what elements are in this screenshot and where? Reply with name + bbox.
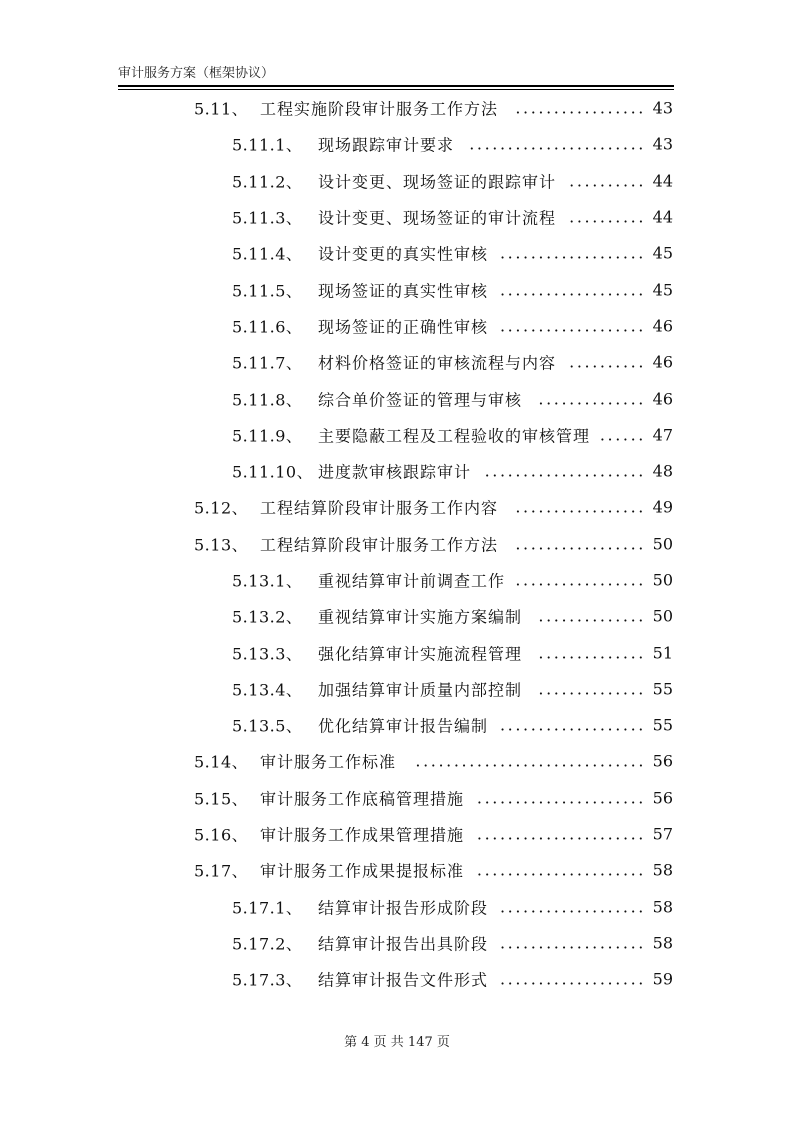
toc-entry-page: 45 — [652, 243, 673, 263]
toc-entry-number: 5.11.1、 — [232, 135, 303, 155]
toc-entry[interactable] — [0, 889, 794, 925]
toc-entry-page: 48 — [652, 461, 673, 481]
toc-entry-title: 重视结算审计实施方案编制 — [318, 607, 523, 627]
toc-entry-page: 45 — [652, 280, 673, 300]
toc-entry-title: 工程结算阶段审计服务工作内容 — [260, 498, 499, 518]
toc-entry-number: 5.13.2、 — [232, 607, 303, 627]
toc-entry-page: 46 — [652, 352, 673, 372]
toc-entry-page: 46 — [652, 316, 673, 336]
toc-entry-title: 设计变更、现场签证的审计流程 — [318, 208, 557, 228]
toc-entry-title: 审计服务工作成果管理措施 — [260, 825, 465, 845]
toc-entry[interactable] — [0, 271, 794, 307]
toc-entry-number: 5.13.5、 — [232, 716, 303, 736]
toc-leader-dots: .............. — [538, 643, 646, 663]
toc-entry-page: 43 — [652, 134, 673, 154]
toc-entry-number: 5.17、 — [194, 861, 249, 881]
toc-leader-dots: ................... — [499, 280, 646, 300]
toc-entry[interactable] — [0, 344, 794, 380]
toc-leader-dots: ................. — [515, 570, 646, 590]
toc-leader-dots: ................... — [499, 897, 646, 917]
toc-entry[interactable] — [0, 526, 794, 562]
toc-entry[interactable] — [0, 90, 794, 126]
toc-entry-title: 设计变更的真实性审核 — [318, 244, 489, 264]
toc-leader-dots: ..................... — [484, 461, 646, 481]
toc-entry-title: 设计变更、现场签证的跟踪审计 — [318, 172, 557, 192]
toc-entry[interactable] — [0, 961, 794, 997]
toc-entry[interactable] — [0, 634, 794, 670]
page-header — [118, 64, 674, 88]
toc-entry[interactable] — [0, 163, 794, 199]
toc-entry[interactable] — [0, 235, 794, 271]
toc-leader-dots: ...................... — [476, 860, 646, 880]
toc-entry-title: 强化结算审计实施流程管理 — [318, 644, 523, 664]
toc-entry[interactable] — [0, 199, 794, 235]
toc-entry[interactable] — [0, 126, 794, 162]
toc-entry-number: 5.11.3、 — [232, 208, 303, 228]
toc-entry-title: 审计服务工作底稿管理措施 — [260, 789, 465, 809]
toc-entry-title: 主要隐蔽工程及工程验收的审核管理 — [318, 426, 591, 446]
toc-entry-title: 进度款审核跟踪审计 — [318, 462, 472, 482]
toc-leader-dots: .......... — [569, 207, 646, 227]
toc-entry-page: 58 — [652, 860, 673, 880]
toc-entry[interactable] — [0, 453, 794, 489]
toc-entry-page: 49 — [652, 497, 673, 517]
toc-entry-title: 结算审计报告出具阶段 — [318, 934, 489, 954]
toc-entry-page: 50 — [652, 570, 673, 590]
toc-entry[interactable] — [0, 925, 794, 961]
toc-leader-dots: ................... — [499, 933, 646, 953]
toc-entry-page: 57 — [652, 824, 673, 844]
toc-entry-title: 结算审计报告文件形式 — [318, 970, 489, 990]
toc-entry-number: 5.11.4、 — [232, 244, 303, 264]
toc-entry-title: 综合单价签证的管理与审核 — [318, 390, 523, 410]
toc-entry[interactable] — [0, 308, 794, 344]
toc-entry-page: 56 — [652, 788, 673, 808]
toc-entry-number: 5.11.5、 — [232, 281, 303, 301]
toc-entry-title: 结算审计报告形成阶段 — [318, 898, 489, 918]
toc-leader-dots: ................... — [499, 243, 646, 263]
toc-entry[interactable] — [0, 417, 794, 453]
toc-entry-number: 5.12、 — [194, 498, 249, 518]
toc-leader-dots: .............. — [538, 679, 646, 699]
toc-entry-number: 5.17.3、 — [232, 970, 303, 990]
toc-entry-page: 50 — [652, 606, 673, 626]
toc-entry-title: 审计服务工作成果提报标准 — [260, 861, 465, 881]
toc-entry-title: 现场跟踪审计要求 — [318, 135, 455, 155]
toc-entry-number: 5.17.1、 — [232, 898, 303, 918]
toc-entry-page: 44 — [652, 207, 673, 227]
toc-leader-dots: .............. — [538, 389, 646, 409]
toc-entry-number: 5.13.1、 — [232, 571, 303, 591]
toc-entry[interactable] — [0, 707, 794, 743]
toc-entry-title: 材料价格签证的审核流程与内容 — [318, 353, 557, 373]
toc-entry-page: 50 — [652, 534, 673, 554]
toc-entry[interactable] — [0, 380, 794, 416]
toc-leader-dots: ................. — [515, 534, 646, 554]
toc-entry-page: 51 — [652, 643, 673, 663]
toc-entry-page: 55 — [652, 679, 673, 699]
toc-entry-number: 5.15、 — [194, 789, 249, 809]
toc-entry-number: 5.14、 — [194, 752, 249, 772]
toc-entry[interactable] — [0, 598, 794, 634]
toc-entry-number: 5.13、 — [194, 535, 249, 555]
toc-entry[interactable] — [0, 743, 794, 779]
page-footer: 第 4 页 共 147 页 — [344, 1035, 450, 1050]
toc-leader-dots: .......... — [569, 171, 646, 191]
toc-entry-number: 5.13.3、 — [232, 644, 303, 664]
toc-entry-title: 现场签证的真实性审核 — [318, 281, 489, 301]
toc-entry-title: 现场签证的正确性审核 — [318, 317, 489, 337]
document-title: 审计服务方案（框架协议） — [118, 66, 275, 81]
toc-entry-page: 47 — [652, 425, 673, 445]
toc-entry-number: 5.11.9、 — [232, 426, 303, 446]
toc-entry-number: 5.11.10、 — [232, 462, 314, 482]
toc-entry-number: 5.17.2、 — [232, 934, 303, 954]
toc-entry-title: 加强结算审计质量内部控制 — [318, 680, 523, 700]
toc-leader-dots: ...... — [599, 425, 646, 445]
table-of-contents — [0, 90, 794, 997]
toc-entry-number: 5.16、 — [194, 825, 249, 845]
toc-entry-page: 59 — [652, 969, 673, 989]
toc-entry-page: 43 — [652, 98, 673, 118]
toc-entry-title: 审计服务工作标准 — [260, 752, 397, 772]
toc-entry[interactable] — [0, 852, 794, 888]
toc-leader-dots: ................... — [499, 316, 646, 336]
toc-entry[interactable] — [0, 562, 794, 598]
toc-entry[interactable] — [0, 816, 794, 852]
toc-entry[interactable] — [0, 489, 794, 525]
toc-entry-title: 工程结算阶段审计服务工作方法 — [260, 535, 499, 555]
toc-entry-title: 优化结算审计报告编制 — [318, 716, 489, 736]
toc-entry-page: 55 — [652, 715, 673, 735]
toc-leader-dots: ................. — [515, 497, 646, 517]
toc-entry-page: 44 — [652, 171, 673, 191]
header-rule-thick — [118, 85, 674, 87]
toc-entry-number: 5.11.6、 — [232, 317, 303, 337]
toc-entry-number: 5.11、 — [194, 99, 249, 119]
toc-entry-number: 5.11.8、 — [232, 390, 303, 410]
toc-leader-dots: ...................... — [476, 788, 646, 808]
toc-entry-page: 58 — [652, 933, 673, 953]
toc-entry-number: 5.11.2、 — [232, 172, 303, 192]
toc-leader-dots: .............. — [538, 606, 646, 626]
toc-leader-dots: ................. — [515, 98, 646, 118]
toc-leader-dots: ....................... — [469, 134, 646, 154]
toc-leader-dots: .......... — [569, 352, 646, 372]
toc-entry-page: 56 — [652, 751, 673, 771]
toc-entry[interactable] — [0, 671, 794, 707]
toc-leader-dots: .............................. — [415, 751, 646, 771]
toc-leader-dots: ...................... — [476, 824, 646, 844]
toc-leader-dots: ................... — [499, 969, 646, 989]
toc-entry-number: 5.13.4、 — [232, 680, 303, 700]
toc-entry[interactable] — [0, 780, 794, 816]
toc-entry-title: 工程实施阶段审计服务工作方法 — [260, 99, 499, 119]
toc-entry-title: 重视结算审计前调查工作 — [318, 571, 506, 591]
toc-entry-page: 58 — [652, 897, 673, 917]
toc-entry-page: 46 — [652, 389, 673, 409]
toc-leader-dots: ................... — [499, 715, 646, 735]
toc-entry-number: 5.11.7、 — [232, 353, 303, 373]
